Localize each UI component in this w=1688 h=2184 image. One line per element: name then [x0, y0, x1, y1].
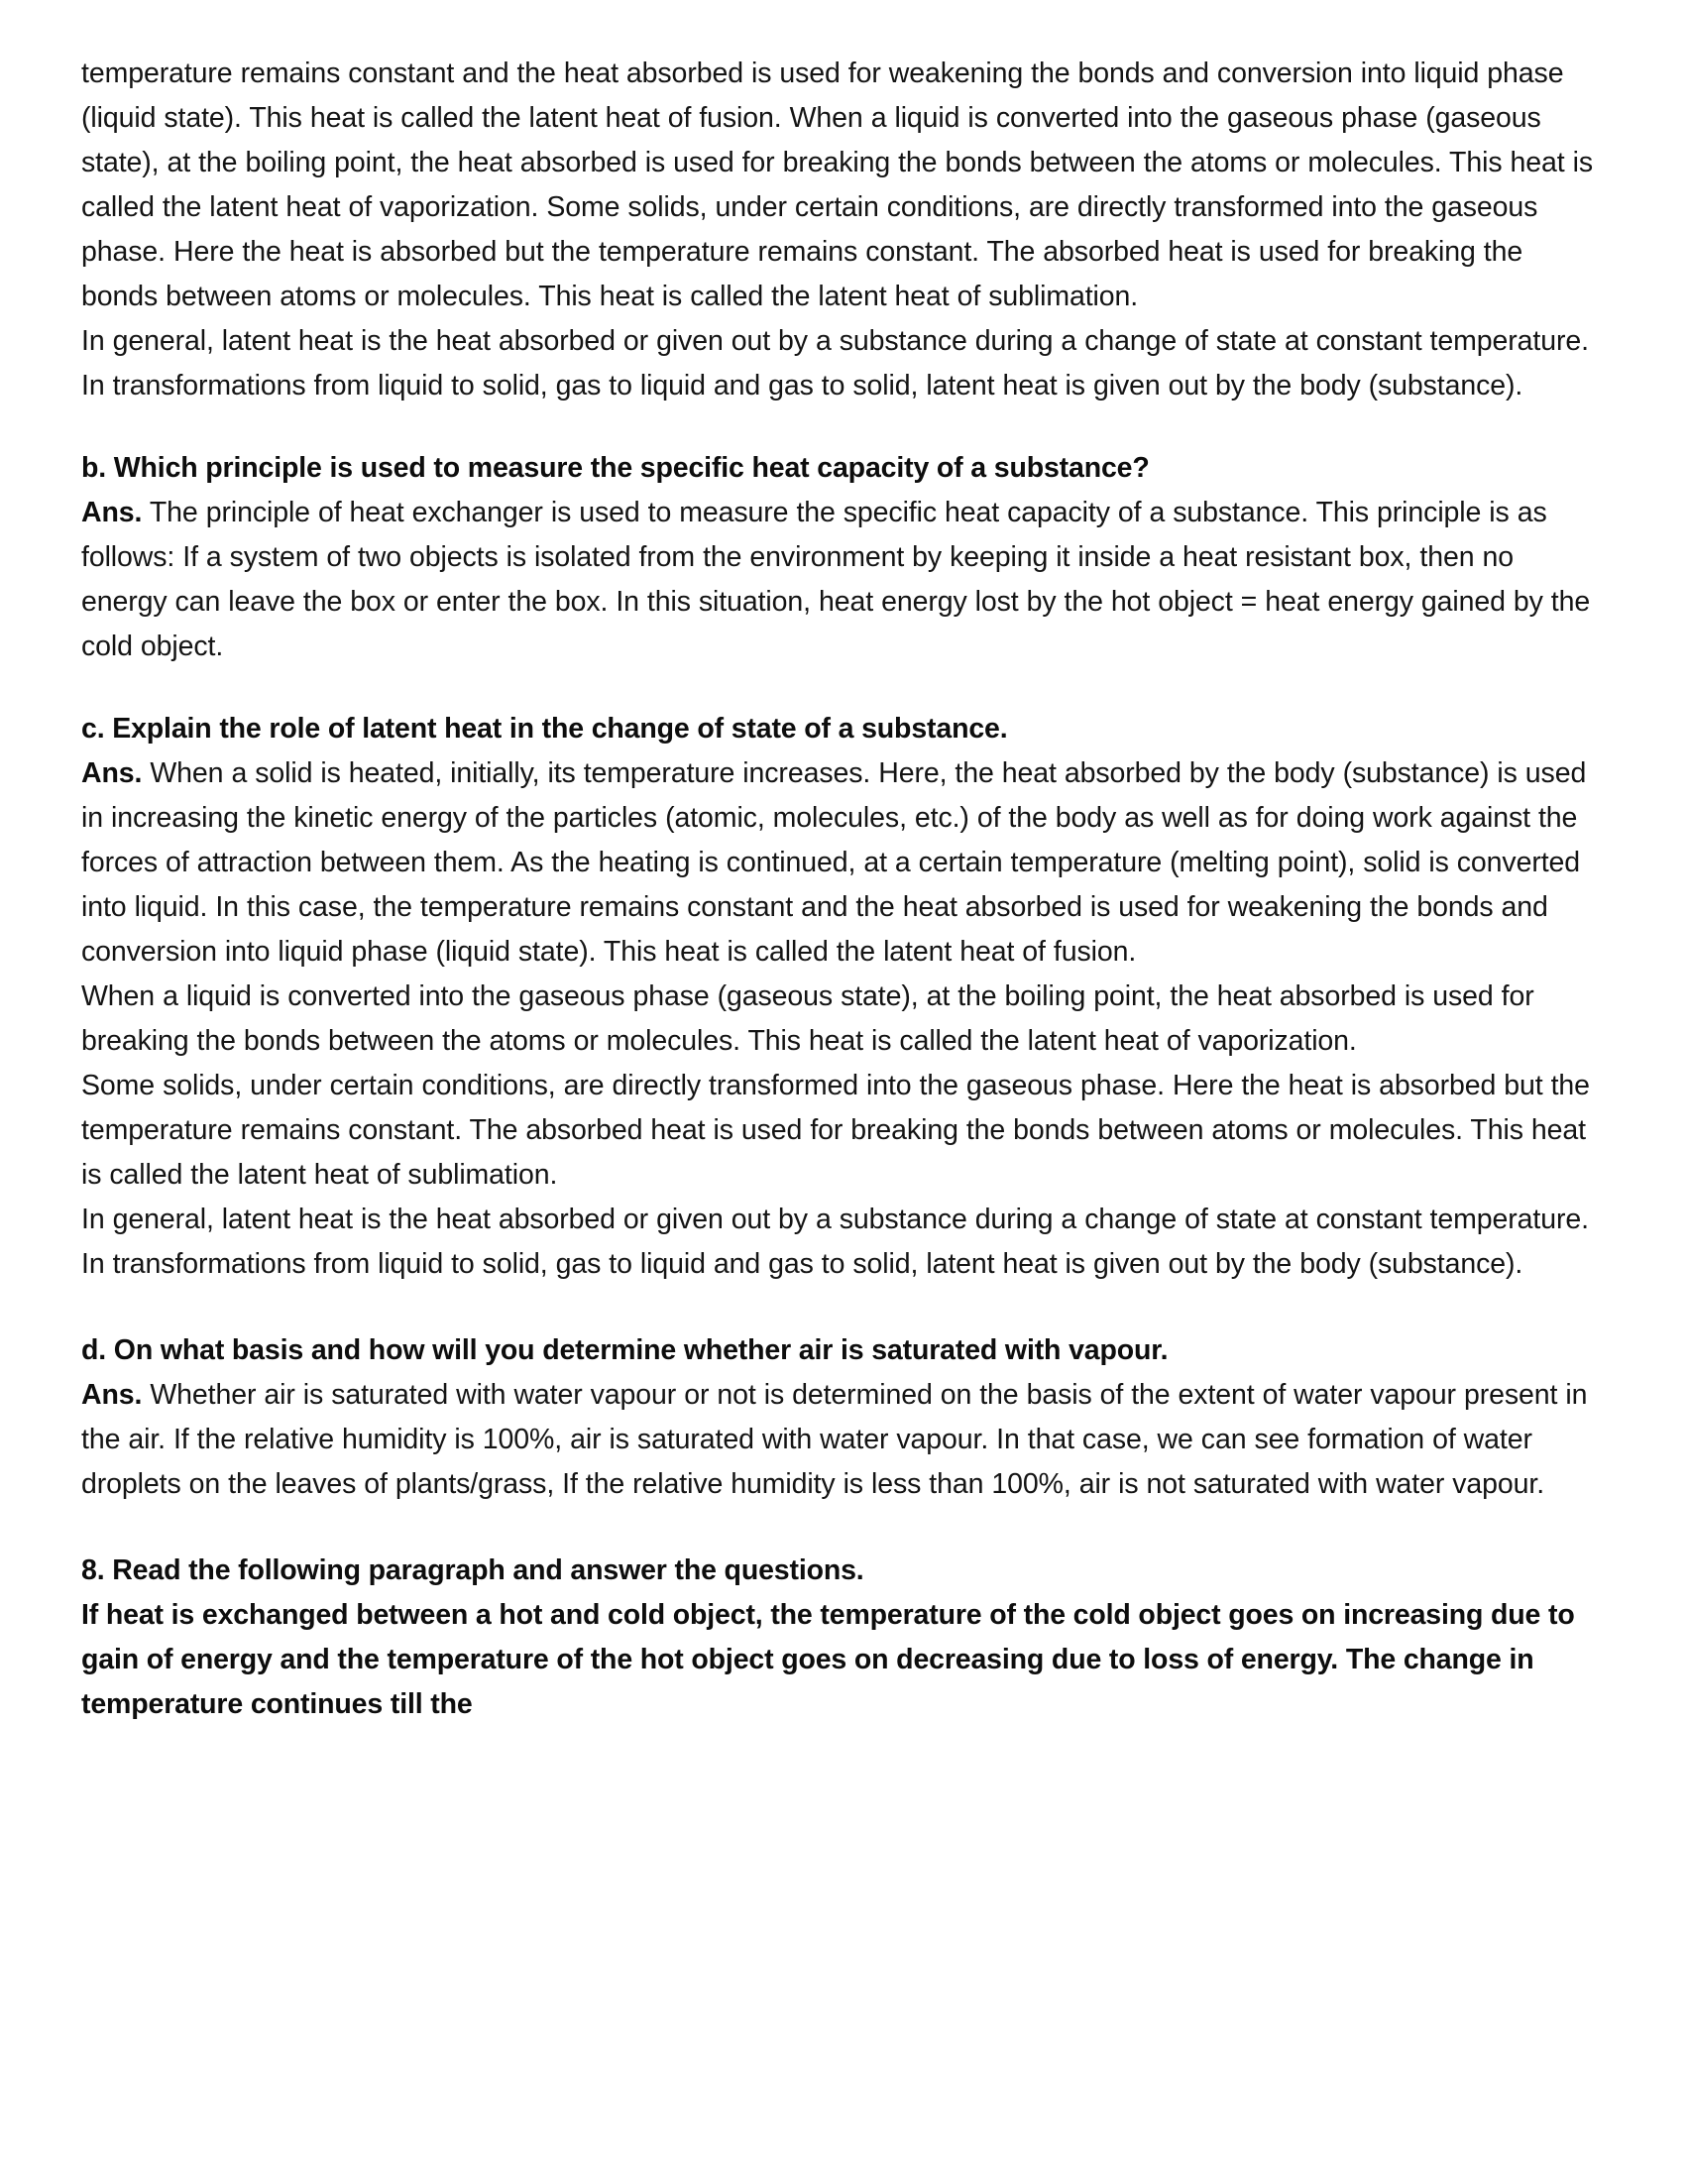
section-spacer	[81, 1507, 1597, 1549]
answer-body-b: The principle of heat exchanger is used to measure the specific heat capacity of a substance. This principle is as follows: If a system of two objects is isolated from the environment by keeping it inside a heat resistant box, then no energy can leave the box or enter the box. In this situation, heat energy lost by the hot object = heat energy gained by the cold object.	[81, 497, 1591, 662]
question-b-answer	[81, 491, 1597, 669]
question-c-answer-paragraph-3: Some solids, under certain conditions, are directly transformed into the gaseous phase. Here the heat is absorbed but the temperature remains constant. The absorbed heat is used for breaking the bonds between atoms or molecules. This heat is called the latent heat of sublimation.	[81, 1070, 1590, 1191]
question-c-answer	[81, 751, 1597, 975]
question-c-answer-paragraph-5: In transformations from liquid to solid, gas to liquid and gas to solid, latent heat is given out by the body (substance).	[81, 1248, 1523, 1280]
answer-body-c: When a solid is heated, initially, its temperature increases. Here, the heat absorbed by the body (substance) is used in increasing the kinetic energy of the particles (atomic, molecules, etc.) of the body as well as for doing work against the forces of attraction between them. As the heating is continued, at a certain temperature (melting point), solid is converted into liquid. In this case, the temperature remains constant and the heat absorbed is used for weakening the bonds and conversion into liquid phase (liquid state). This heat is called the latent heat of fusion.	[81, 757, 1587, 968]
section-eight-heading: 8. Read the following paragraph and answer the questions.	[81, 1554, 864, 1586]
answer-label-b: Ans.	[81, 497, 143, 528]
intro-paragraph-two: In general, latent heat is the heat absorbed or given out by a substance during a change of state at constant temperature. In transformations from liquid to solid, gas to liquid and gas to solid, latent heat is given out by the body (substance).	[81, 325, 1589, 402]
page-content	[81, 52, 1597, 1727]
answer-label-d: Ans.	[81, 1379, 143, 1411]
question-d-heading: d. On what basis and how will you determine whether air is saturated with vapour.	[81, 1334, 1169, 1366]
question-d-answer	[81, 1373, 1597, 1507]
section-spacer	[81, 408, 1597, 446]
section-eight-passage: If heat is exchanged between a hot and cold object, the temperature of the cold object goes on increasing due to gain of energy and the temperature of the hot object goes on decreasing due to loss of energy. The change in temperature continues till the	[81, 1599, 1575, 1720]
section-spacer	[81, 1287, 1597, 1328]
answer-body-d: Whether air is saturated with water vapour or not is determined on the basis of the extent of water vapour present in the air. If the relative humidity is 100%, air is saturated with water vapour. In that case, we can see formation of water droplets on the leaves of plants/grass, If the relative humidity is less than 100%, air is not saturated with water vapour.	[81, 1379, 1588, 1500]
question-c-answer-paragraph-4: In general, latent heat is the heat absorbed or given out by a substance during a change of state at constant temperature.	[81, 1204, 1589, 1235]
section-spacer	[81, 669, 1597, 707]
question-b-heading: b. Which principle is used to measure the specific heat capacity of a substance?	[81, 452, 1150, 484]
question-c-heading: c. Explain the role of latent heat in the change of state of a substance.	[81, 713, 1008, 745]
intro-paragraph-one: temperature remains constant and the heat absorbed is used for weakening the bonds and conversion into liquid phase (liquid state). This heat is called the latent heat of fusion. When a liquid is converted into the gaseous phase (gaseous state), at the boiling point, the heat absorbed is used for breaking the bonds between the atoms or molecules. This heat is called the latent heat of vaporization. Some solids, under certain conditions, are directly transformed into the gaseous phase. Here the heat is absorbed but the temperature remains constant. The absorbed heat is used for breaking the bonds between atoms or molecules. This heat is called the latent heat of sublimation.	[81, 57, 1593, 312]
question-c-answer-paragraph-2: When a liquid is converted into the gaseous phase (gaseous state), at the boiling point, the heat absorbed is used for breaking the bonds between the atoms or molecules. This heat is called the latent heat of vaporization.	[81, 980, 1534, 1057]
answer-label-c: Ans.	[81, 757, 143, 789]
